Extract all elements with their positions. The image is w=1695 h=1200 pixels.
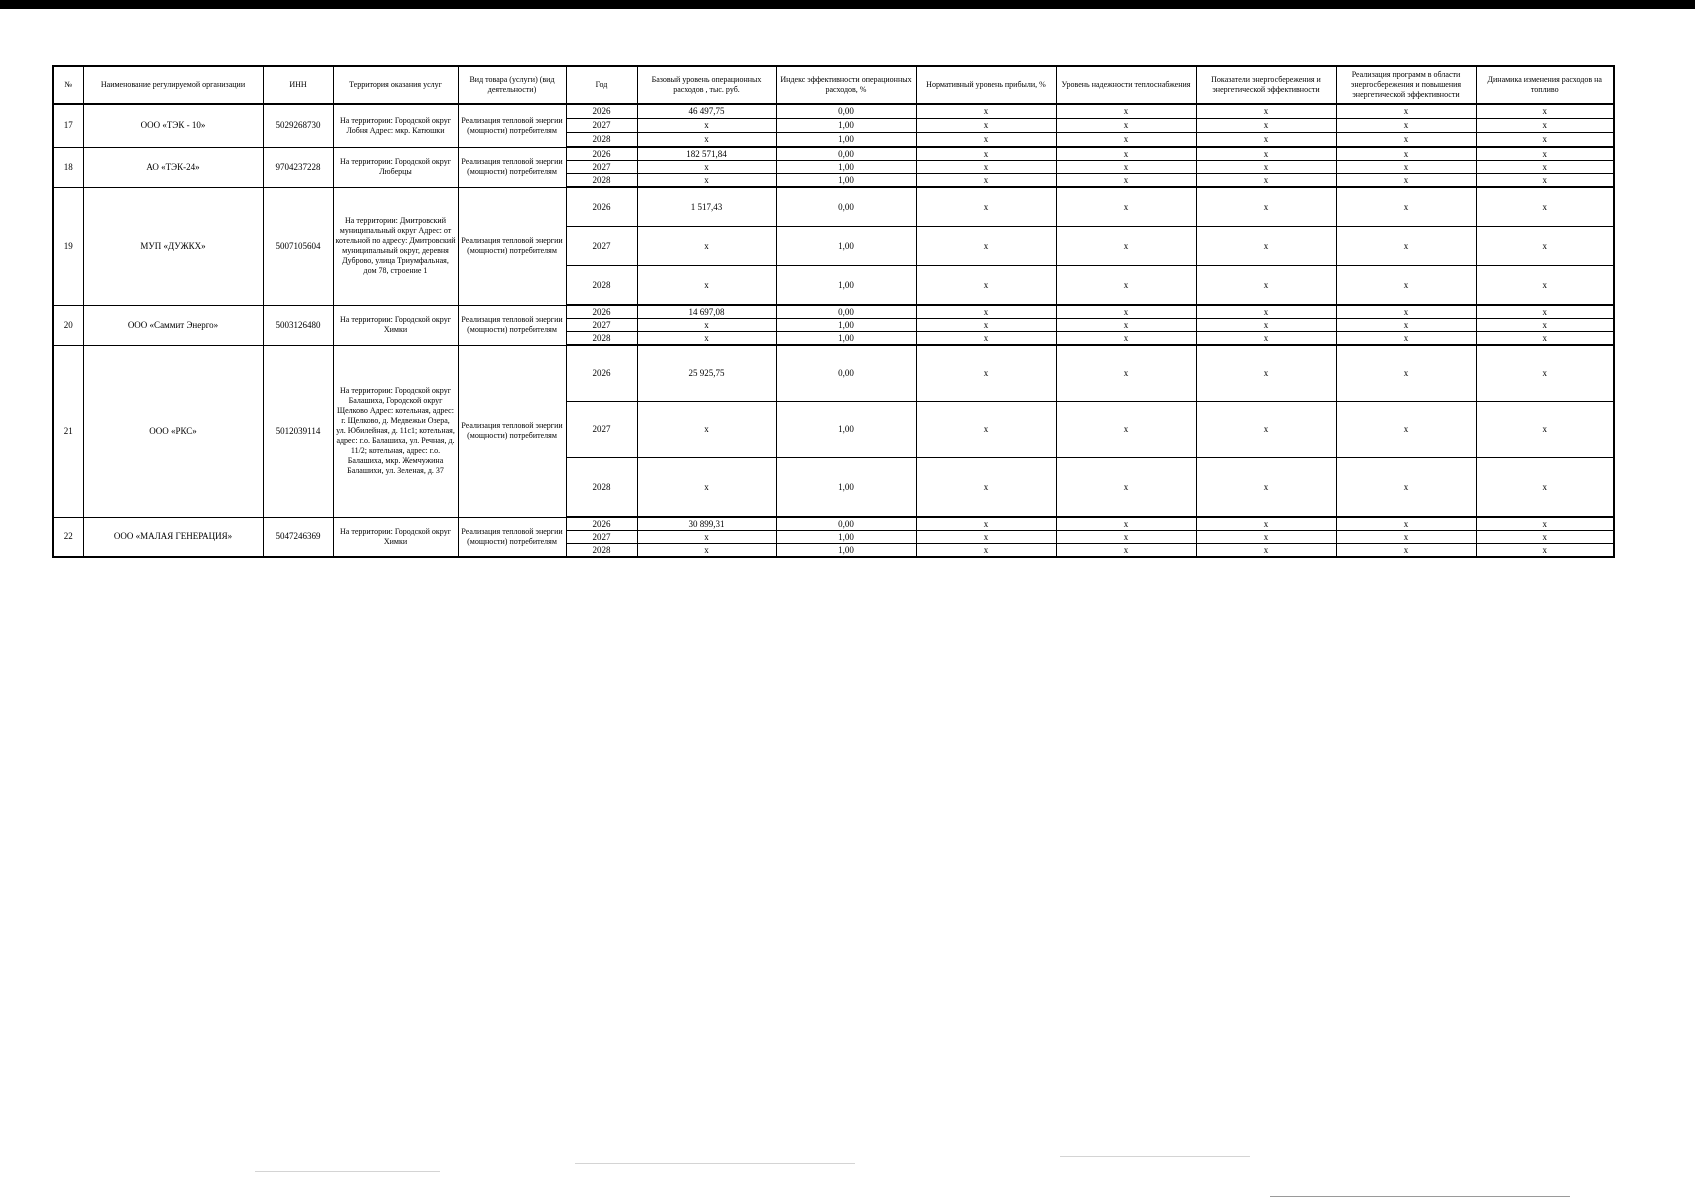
cell-territory: На территории: Дмитровский муниципальный округ Адрес: от котельной по адресу: Дмитровский муниципальный округ, деревня Дуброво, улица Триумфальная, дом 78, строение 1: [333, 187, 458, 305]
cell-efficiency-index: 1,00: [776, 174, 916, 188]
cell-fuel-dynamics: x: [1476, 458, 1614, 518]
cell-number: 21: [53, 345, 83, 517]
cell-base-opex: x: [637, 266, 776, 306]
cell-year: 2027: [566, 319, 637, 332]
cell-territory: На территории: Городской округ Люберцы: [333, 147, 458, 187]
table-row: [53, 305, 1614, 319]
tariff-document-page: [52, 65, 1615, 558]
cell-profit-level: x: [916, 174, 1056, 188]
cell-year: 2026: [566, 345, 637, 402]
scan-artifact-line: [575, 1163, 855, 1164]
cell-activity: Реализация тепловой энергии (мощности) потребителям: [458, 147, 566, 187]
header-efficiency-index: Индекс эффективности операционных расходов, %: [776, 66, 916, 104]
cell-fuel-dynamics: x: [1476, 332, 1614, 346]
cell-organization: ООО «РКС»: [83, 345, 263, 517]
cell-energy-program: x: [1336, 187, 1476, 227]
cell-year: 2028: [566, 266, 637, 306]
cell-base-opex: x: [637, 544, 776, 558]
cell-organization: МУП «ДУЖКХ»: [83, 187, 263, 305]
cell-fuel-dynamics: x: [1476, 161, 1614, 174]
header-energy-saving: Показатели энергосбережения и энергетической эффективности: [1196, 66, 1336, 104]
cell-efficiency-index: 0,00: [776, 517, 916, 531]
cell-year: 2026: [566, 147, 637, 161]
scan-top-edge: [0, 0, 1695, 9]
cell-reliability: x: [1056, 305, 1196, 319]
cell-energy-saving: x: [1196, 147, 1336, 161]
cell-territory: На территории: Городской округ Балашиха, Городской округ Щелково Адрес: котельная, адрес: г. Щелково, д. Медвежьи Озера, ул. Юбилейная, д. 11с1; котельная, адрес: г.о. Балашиха, ул. Речная, д. 11/2; котельная, адрес: г.о. Балашиха, мкр. Жемчужина Балашихи, ул. Зеленая, д. 37: [333, 345, 458, 517]
table-row: [53, 345, 1614, 402]
cell-reliability: x: [1056, 266, 1196, 306]
table-row: [53, 104, 1614, 119]
header-organization: Наименование регулируемой организации: [83, 66, 263, 104]
cell-energy-saving: x: [1196, 531, 1336, 544]
cell-fuel-dynamics: x: [1476, 119, 1614, 133]
cell-activity: Реализация тепловой энергии (мощности) потребителям: [458, 345, 566, 517]
cell-efficiency-index: 1,00: [776, 133, 916, 148]
cell-base-opex: x: [637, 174, 776, 188]
cell-efficiency-index: 1,00: [776, 332, 916, 346]
cell-base-opex: 25 925,75: [637, 345, 776, 402]
cell-fuel-dynamics: x: [1476, 104, 1614, 119]
cell-energy-program: x: [1336, 332, 1476, 346]
header-reliability: Уровень надежности теплоснабжения: [1056, 66, 1196, 104]
cell-base-opex: x: [637, 458, 776, 518]
cell-energy-saving: x: [1196, 161, 1336, 174]
header-energy-program: Реализация программ в области энергосбережения и повышения энергетической эффективности: [1336, 66, 1476, 104]
cell-base-opex: 1 517,43: [637, 187, 776, 227]
header-activity: Вид товара (услуги) (вид деятельности): [458, 66, 566, 104]
cell-year: 2027: [566, 161, 637, 174]
cell-year: 2027: [566, 119, 637, 133]
cell-energy-program: x: [1336, 133, 1476, 148]
organization-group-18: [53, 147, 1614, 187]
cell-inn: 5012039114: [263, 345, 333, 517]
cell-fuel-dynamics: x: [1476, 402, 1614, 458]
cell-energy-program: x: [1336, 305, 1476, 319]
cell-activity: Реализация тепловой энергии (мощности) потребителям: [458, 104, 566, 147]
cell-fuel-dynamics: x: [1476, 305, 1614, 319]
cell-efficiency-index: 1,00: [776, 544, 916, 558]
cell-inn: 9704237228: [263, 147, 333, 187]
cell-inn: 5007105604: [263, 187, 333, 305]
organization-group-20: [53, 305, 1614, 345]
organization-group-22: [53, 517, 1614, 557]
cell-reliability: x: [1056, 161, 1196, 174]
cell-fuel-dynamics: x: [1476, 133, 1614, 148]
table-row: [53, 517, 1614, 531]
cell-number: 18: [53, 147, 83, 187]
cell-base-opex: x: [637, 531, 776, 544]
cell-energy-saving: x: [1196, 174, 1336, 188]
tariff-parameters-table: [52, 65, 1615, 558]
cell-energy-saving: x: [1196, 187, 1336, 227]
cell-profit-level: x: [916, 227, 1056, 266]
cell-energy-program: x: [1336, 227, 1476, 266]
cell-year: 2026: [566, 104, 637, 119]
header-profit-level: Нормативный уровень прибыли, %: [916, 66, 1056, 104]
cell-energy-saving: x: [1196, 133, 1336, 148]
cell-profit-level: x: [916, 266, 1056, 306]
cell-energy-program: x: [1336, 402, 1476, 458]
cell-organization: ООО «МАЛАЯ ГЕНЕРАЦИЯ»: [83, 517, 263, 557]
cell-number: 22: [53, 517, 83, 557]
cell-inn: 5029268730: [263, 104, 333, 147]
cell-base-opex: x: [637, 332, 776, 346]
cell-base-opex: 182 571,84: [637, 147, 776, 161]
cell-territory: На территории: Городской округ Химки: [333, 517, 458, 557]
cell-inn: 5003126480: [263, 305, 333, 345]
cell-energy-saving: x: [1196, 458, 1336, 518]
cell-base-opex: x: [637, 119, 776, 133]
cell-profit-level: x: [916, 119, 1056, 133]
cell-energy-program: x: [1336, 458, 1476, 518]
cell-energy-program: x: [1336, 531, 1476, 544]
cell-reliability: x: [1056, 531, 1196, 544]
table-row: [53, 187, 1614, 227]
cell-energy-program: x: [1336, 161, 1476, 174]
cell-energy-program: x: [1336, 104, 1476, 119]
cell-year: 2026: [566, 187, 637, 227]
header-territory: Территория оказания услуг: [333, 66, 458, 104]
cell-reliability: x: [1056, 544, 1196, 558]
cell-efficiency-index: 1,00: [776, 266, 916, 306]
cell-base-opex: 46 497,75: [637, 104, 776, 119]
header-inn: ИНН: [263, 66, 333, 104]
cell-reliability: x: [1056, 332, 1196, 346]
cell-energy-saving: x: [1196, 227, 1336, 266]
scan-artifact-line: [1270, 1196, 1570, 1197]
cell-energy-saving: x: [1196, 402, 1336, 458]
cell-profit-level: x: [916, 531, 1056, 544]
cell-fuel-dynamics: x: [1476, 187, 1614, 227]
cell-reliability: x: [1056, 119, 1196, 133]
cell-territory: На территории: Городской округ Химки: [333, 305, 458, 345]
scan-artifact-line: [255, 1171, 440, 1172]
cell-profit-level: x: [916, 319, 1056, 332]
cell-efficiency-index: 1,00: [776, 319, 916, 332]
cell-energy-program: x: [1336, 319, 1476, 332]
cell-energy-saving: x: [1196, 345, 1336, 402]
cell-energy-saving: x: [1196, 266, 1336, 306]
cell-fuel-dynamics: x: [1476, 147, 1614, 161]
cell-profit-level: x: [916, 147, 1056, 161]
cell-year: 2026: [566, 305, 637, 319]
cell-fuel-dynamics: x: [1476, 345, 1614, 402]
cell-efficiency-index: 1,00: [776, 227, 916, 266]
cell-activity: Реализация тепловой энергии (мощности) потребителям: [458, 305, 566, 345]
cell-reliability: x: [1056, 147, 1196, 161]
cell-profit-level: x: [916, 544, 1056, 558]
cell-organization: АО «ТЭК-24»: [83, 147, 263, 187]
organization-group-19: [53, 187, 1614, 305]
cell-energy-saving: x: [1196, 104, 1336, 119]
cell-energy-saving: x: [1196, 305, 1336, 319]
cell-year: 2028: [566, 332, 637, 346]
cell-territory: На территории: Городской округ Лобня Адрес: мкр. Катюшки: [333, 104, 458, 147]
cell-base-opex: 14 697,08: [637, 305, 776, 319]
cell-profit-level: x: [916, 332, 1056, 346]
cell-energy-saving: x: [1196, 544, 1336, 558]
cell-year: 2027: [566, 402, 637, 458]
organization-group-17: [53, 104, 1614, 147]
cell-year: 2026: [566, 517, 637, 531]
cell-reliability: x: [1056, 458, 1196, 518]
table-row: [53, 147, 1614, 161]
cell-reliability: x: [1056, 319, 1196, 332]
cell-fuel-dynamics: x: [1476, 319, 1614, 332]
cell-number: 20: [53, 305, 83, 345]
cell-profit-level: x: [916, 458, 1056, 518]
cell-efficiency-index: 0,00: [776, 187, 916, 227]
header-number: №: [53, 66, 83, 104]
cell-energy-program: x: [1336, 147, 1476, 161]
cell-energy-saving: x: [1196, 517, 1336, 531]
cell-reliability: x: [1056, 227, 1196, 266]
cell-reliability: x: [1056, 133, 1196, 148]
scan-artifact-line: [1060, 1156, 1250, 1157]
cell-energy-program: x: [1336, 345, 1476, 402]
cell-efficiency-index: 1,00: [776, 402, 916, 458]
cell-year: 2028: [566, 544, 637, 558]
cell-efficiency-index: 0,00: [776, 147, 916, 161]
cell-base-opex: 30 899,31: [637, 517, 776, 531]
cell-reliability: x: [1056, 402, 1196, 458]
organization-group-21: [53, 345, 1614, 517]
cell-energy-saving: x: [1196, 332, 1336, 346]
cell-efficiency-index: 1,00: [776, 531, 916, 544]
cell-energy-program: x: [1336, 544, 1476, 558]
cell-energy-saving: x: [1196, 319, 1336, 332]
header-base-opex: Базовый уровень операционных расходов , тыс. руб.: [637, 66, 776, 104]
cell-fuel-dynamics: x: [1476, 531, 1614, 544]
cell-base-opex: x: [637, 402, 776, 458]
header-fuel-dynamics: Динамика изменения расходов на топливо: [1476, 66, 1614, 104]
cell-base-opex: x: [637, 319, 776, 332]
cell-efficiency-index: 1,00: [776, 458, 916, 518]
cell-energy-program: x: [1336, 266, 1476, 306]
cell-year: 2028: [566, 174, 637, 188]
cell-base-opex: x: [637, 161, 776, 174]
cell-organization: ООО «ТЭК - 10»: [83, 104, 263, 147]
cell-energy-program: x: [1336, 517, 1476, 531]
cell-efficiency-index: 1,00: [776, 161, 916, 174]
cell-energy-program: x: [1336, 174, 1476, 188]
cell-fuel-dynamics: x: [1476, 266, 1614, 306]
cell-reliability: x: [1056, 174, 1196, 188]
cell-profit-level: x: [916, 104, 1056, 119]
cell-reliability: x: [1056, 104, 1196, 119]
cell-profit-level: x: [916, 187, 1056, 227]
cell-efficiency-index: 0,00: [776, 104, 916, 119]
cell-year: 2028: [566, 458, 637, 518]
cell-activity: Реализация тепловой энергии (мощности) потребителям: [458, 187, 566, 305]
table-header-row: [53, 66, 1614, 104]
cell-fuel-dynamics: x: [1476, 517, 1614, 531]
cell-profit-level: x: [916, 402, 1056, 458]
cell-year: 2027: [566, 531, 637, 544]
cell-fuel-dynamics: x: [1476, 227, 1614, 266]
cell-profit-level: x: [916, 161, 1056, 174]
cell-fuel-dynamics: x: [1476, 174, 1614, 188]
cell-energy-program: x: [1336, 119, 1476, 133]
cell-reliability: x: [1056, 187, 1196, 227]
cell-fuel-dynamics: x: [1476, 544, 1614, 558]
cell-reliability: x: [1056, 517, 1196, 531]
cell-profit-level: x: [916, 517, 1056, 531]
cell-number: 19: [53, 187, 83, 305]
cell-inn: 5047246369: [263, 517, 333, 557]
cell-efficiency-index: 1,00: [776, 119, 916, 133]
header-year: Год: [566, 66, 637, 104]
cell-energy-saving: x: [1196, 119, 1336, 133]
cell-number: 17: [53, 104, 83, 147]
cell-year: 2027: [566, 227, 637, 266]
cell-profit-level: x: [916, 345, 1056, 402]
cell-organization: ООО «Саммит Энерго»: [83, 305, 263, 345]
cell-base-opex: x: [637, 133, 776, 148]
cell-reliability: x: [1056, 345, 1196, 402]
cell-efficiency-index: 0,00: [776, 345, 916, 402]
cell-efficiency-index: 0,00: [776, 305, 916, 319]
cell-profit-level: x: [916, 133, 1056, 148]
cell-activity: Реализация тепловой энергии (мощности) потребителям: [458, 517, 566, 557]
cell-year: 2028: [566, 133, 637, 148]
cell-profit-level: x: [916, 305, 1056, 319]
cell-base-opex: x: [637, 227, 776, 266]
